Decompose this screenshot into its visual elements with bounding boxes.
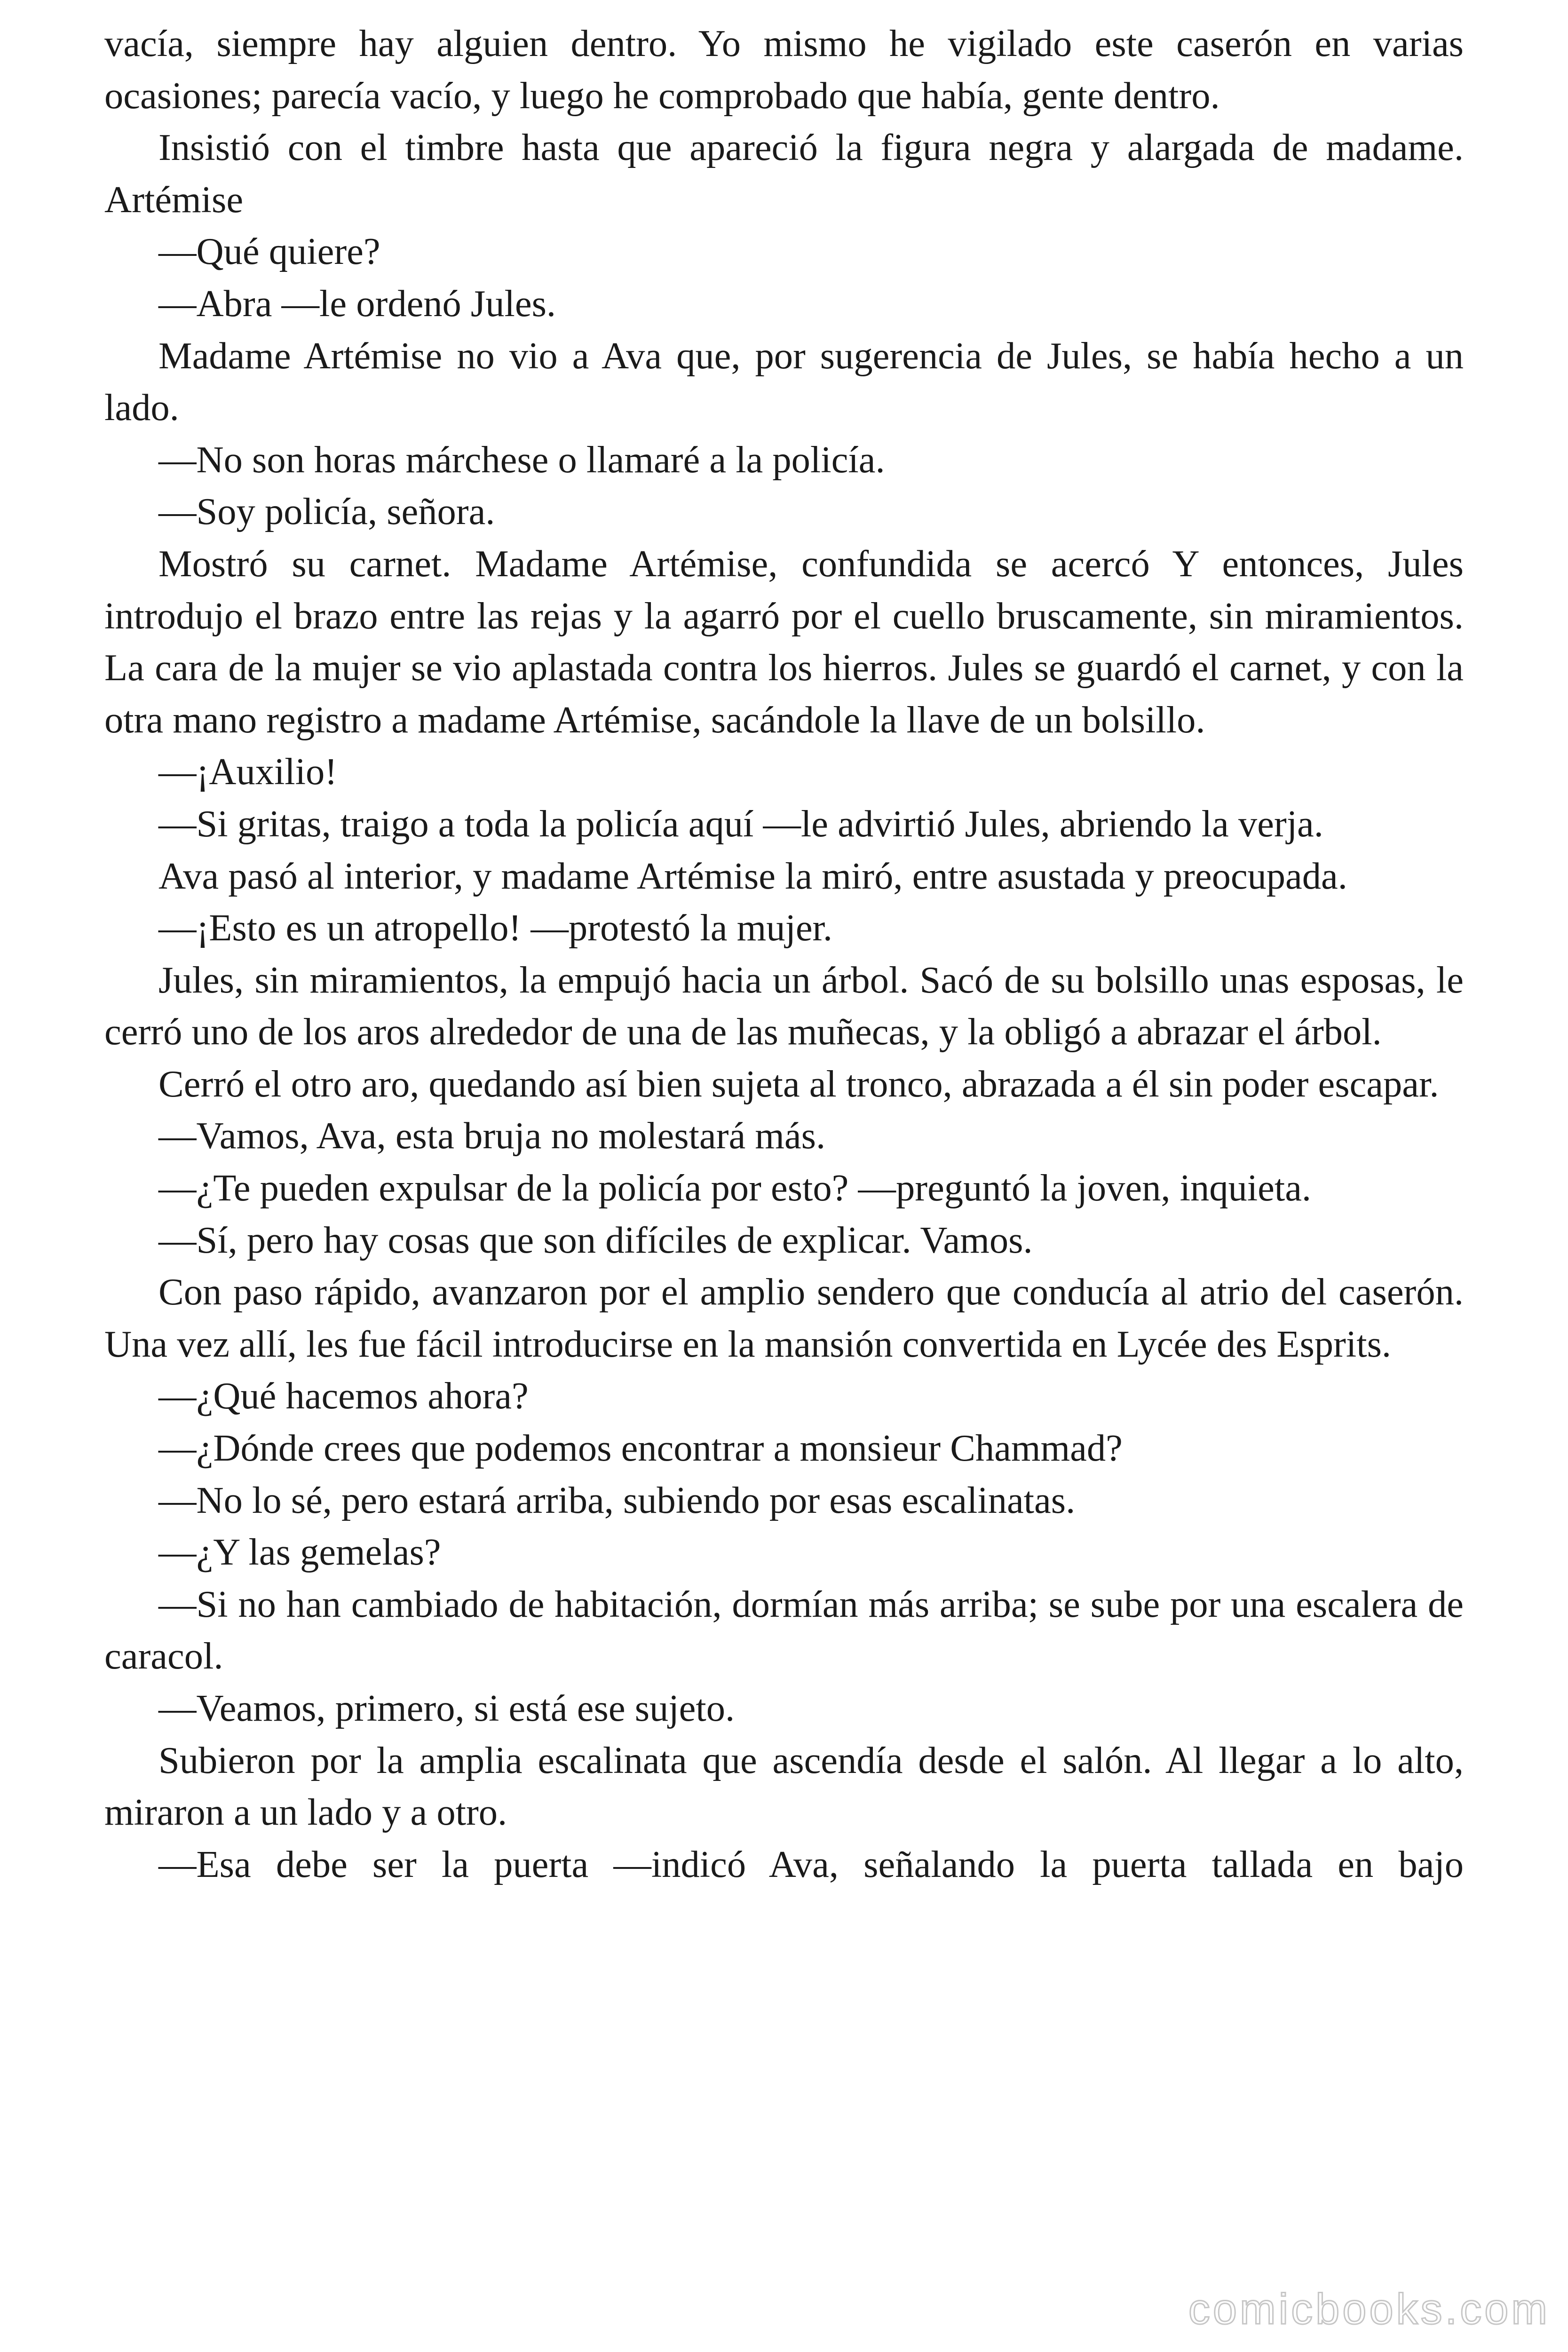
dialogue-line: —Si no han cambiado de habitación, dormían más arriba; se sube por una escalera de caracol. <box>104 1583 1464 1677</box>
dialogue-line: —¡Auxilio! <box>158 751 338 793</box>
watermark-logo: comicbooks.com <box>1188 2285 1550 2333</box>
dialogue-line: —Sí, pero hay cosas que son difíciles de explicar. Vamos. <box>158 1219 1033 1261</box>
paragraph: Subieron por la amplia escalinata que ascendía desde el salón. Al llegar a lo alto, miraron a un lado y a otro. <box>104 1739 1464 1834</box>
dialogue-line: —¿Dónde crees que podemos encontrar a monsieur Chammad? <box>158 1427 1123 1470</box>
dialogue-line: —Qué quiere? <box>158 230 380 273</box>
dialogue-line: —¿Y las gemelas? <box>158 1531 441 1573</box>
dialogue-line: —Vamos, Ava, esta bruja no molestará más. <box>158 1115 826 1157</box>
paragraph: Insistió con el timbre hasta que apareció la figura negra y alargada de madame. Artémise <box>104 127 1464 221</box>
dialogue-line: —Si gritas, traigo a toda la policía aquí —le advirtió Jules, abriendo la verja. <box>158 803 1323 845</box>
paragraph: Jules, sin miramientos, la empujó hacia un árbol. Sacó de su bolsillo unas esposas, le cerró uno de los aros alrededor de una de las muñecas, y la obligó a abrazar el árbol. <box>104 959 1464 1053</box>
dialogue-line: —¿Te pueden expulsar de la policía por esto? —preguntó la joven, inquieta. <box>158 1167 1312 1209</box>
paragraph: Mostró su carnet. Madame Artémise, confundida se acercó Y entonces, Jules introdujo el brazo entre las rejas y la agarró por el cuello bruscamente, sin miramientos. La cara de la mujer se vio aplastada contra los hierros. Jules se guardó el carnet, y con la otra mano registro a madame Artémise, sacándole la llave de un bolsillo. <box>104 542 1464 741</box>
dialogue-line: —Esa debe ser la puerta —indicó Ava, señalando la puerta tallada en bajo <box>158 1843 1464 1885</box>
dialogue-line: —Abra —le ordenó Jules. <box>158 282 556 325</box>
dialogue-line: —No son horas márchese o llamaré a la policía. <box>158 438 885 481</box>
dialogue-line: —Soy policía, señora. <box>158 491 495 533</box>
paragraph: Madame Artémise no vio a Ava que, por sugerencia de Jules, se había hecho a un lado. <box>104 334 1464 429</box>
paragraph: Ava pasó al interior, y madame Artémise la miró, entre asustada y preocupada. <box>158 855 1347 897</box>
paragraph: Con paso rápido, avanzaron por el amplio sendero que conducía al atrio del caserón. Una vez allí, les fue fácil introducirse en la mansión convertida en Lycée des Esprits. <box>104 1271 1464 1365</box>
paragraph: Cerró el otro aro, quedando así bien sujeta al tronco, abrazada a él sin poder escapar. <box>158 1063 1439 1105</box>
paragraph: vacía, siempre hay alguien dentro. Yo mismo he vigilado este caserón en varias ocasiones; parecía vacío, y luego he comprobado que había, gente dentro. <box>104 23 1464 117</box>
dialogue-line: —No lo sé, pero estará arriba, subiendo por esas escalinatas. <box>158 1479 1076 1521</box>
book-page-text <box>104 18 1464 1891</box>
dialogue-line: —Veamos, primero, si está ese sujeto. <box>158 1687 735 1729</box>
dialogue-line: —¡Esto es un atropello! —protestó la mujer. <box>158 907 833 949</box>
dialogue-line: —¿Qué hacemos ahora? <box>158 1375 529 1417</box>
